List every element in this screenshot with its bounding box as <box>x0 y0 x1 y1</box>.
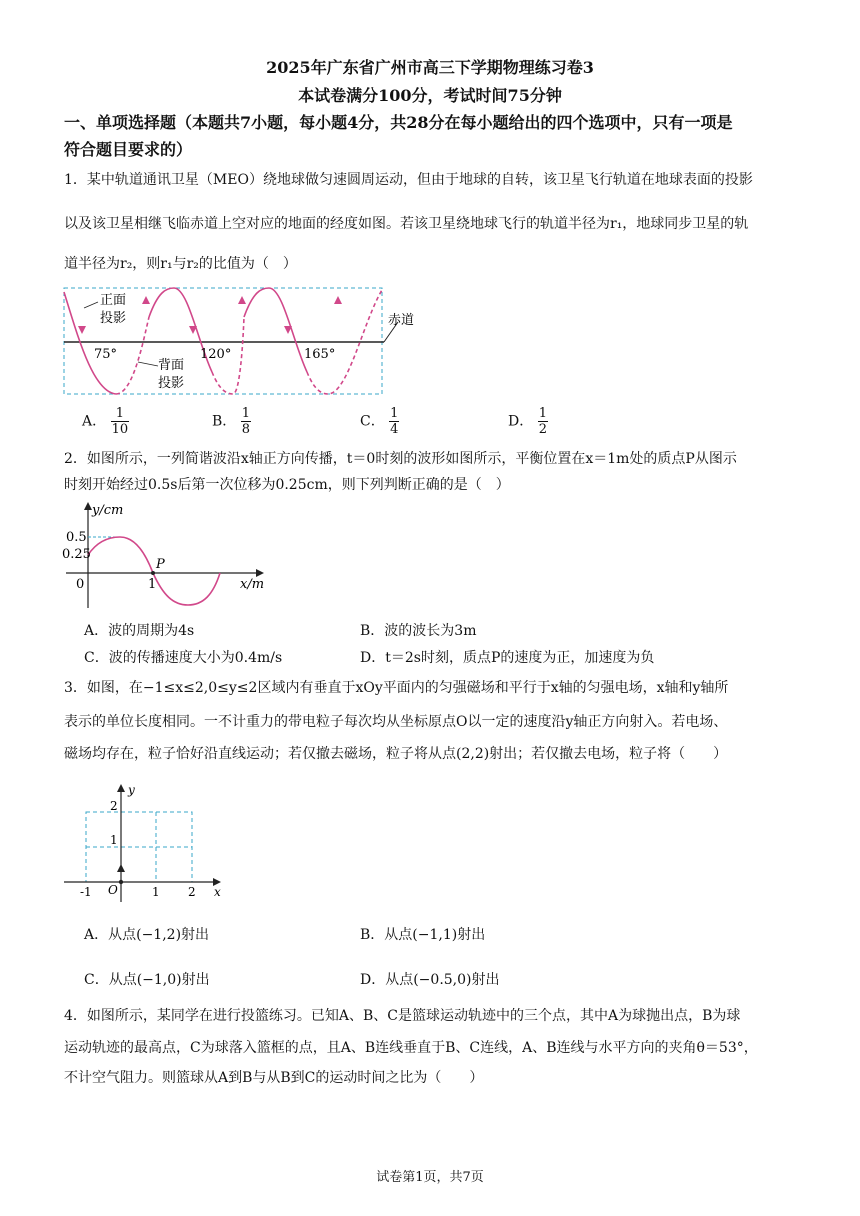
option-letter: A． <box>82 413 107 430</box>
fraction <box>538 406 548 437</box>
option-letter: D． <box>508 413 534 430</box>
q3-stem-line3: 磁场均存在，粒子恰好沿直线运动；若仅撤去磁场，粒子将从点(2,2)射出；若仅撤去电场，粒子将（ ） <box>64 746 728 762</box>
y-axis-label: y/cm <box>92 503 124 518</box>
x-axis-label: x <box>214 885 221 899</box>
q4-stem-line2: 运动轨迹的最高点，C为球落入篮框的点，且A、B连线垂直于B、C连线，A、B连线与水平方向的夹角θ＝53°， <box>64 1040 758 1056</box>
numerator: 1 <box>390 406 399 421</box>
x-axis-label: x/m <box>240 577 265 592</box>
section-heading-line1: 一、单项选择题（本题共7小题，每小题4分，共28分在每小题给出的四个选项中，只有一项是 <box>64 113 733 132</box>
q1-stem-line3: 道半径为r₂，则r₁与r₂的比值为（ ） <box>64 256 297 272</box>
q3-field-region-figure <box>60 780 230 905</box>
q1-stem-line2: 以及该卫星相继飞临赤道上空对应的地面的经度如图。若该卫星绕地球飞行的轨道半径为r₁，地球同步卫星的轨 <box>64 216 749 232</box>
front-projection-curve-3 <box>244 288 307 372</box>
tick-label-x1: 1 <box>152 885 160 899</box>
q1-option-d[interactable] <box>508 406 548 437</box>
q3-option-b[interactable]: B．从点(−1,1)射出 <box>360 927 486 943</box>
longitude-label-165: 165° <box>304 347 336 362</box>
q4-stem-line1: 4．如图所示，某同学在进行投篮练习。已知A、B、C是篮球运动轨迹中的三个点，其中A为球抛出点，B为球 <box>64 1008 741 1024</box>
fraction <box>389 406 399 437</box>
front-projection-label-1: 正面 <box>100 293 127 308</box>
q1-option-a[interactable] <box>82 406 129 437</box>
q3-stem-line1: 3．如图，在−1≤x≤2,0≤y≤2区域内有垂直于xOy平面内的匀强磁场和平行于x轴的匀强电场，x轴和y轴所 <box>64 680 729 696</box>
tick-label-0-25: 0.25 <box>62 547 91 562</box>
q2-stem-line2: 时刻开始经过0.5s后第一次位移为0.25cm，则下列判断正确的是（ ） <box>64 477 510 493</box>
tick-label-1: 1 <box>148 577 157 592</box>
q3-stem-line2: 表示的单位长度相同。一不计重力的带电粒子每次均从坐标原点O以一定的速度沿y轴正方向射入。若电场、 <box>64 714 728 730</box>
y-axis-arrow-icon <box>117 784 125 792</box>
q2-stem-line1: 2．如图所示，一列简谐波沿x轴正方向传播，t＝0时刻的波形如图所示，平衡位置在x＝1m处的质点P从图示 <box>64 451 737 467</box>
section-heading-line2: 符合题目要求的） <box>64 140 193 159</box>
arrow-icon <box>284 326 292 334</box>
front-projection-label-2: 投影 <box>100 311 127 326</box>
point-p-label: P <box>156 557 165 572</box>
denominator: 2 <box>538 422 547 437</box>
denominator: 4 <box>390 422 399 437</box>
point-p-marker <box>151 571 155 575</box>
numerator: 1 <box>241 406 251 421</box>
denominator: 10 <box>111 422 129 437</box>
equator-label: 赤道 <box>388 313 415 328</box>
exam-title: 2025年广东省广州市高三下学期物理练习卷3 <box>266 58 594 77</box>
q3-option-a[interactable]: A．从点(−1,2)射出 <box>84 927 210 943</box>
origin-label: 0 <box>76 577 85 592</box>
option-letter: C． <box>360 413 385 430</box>
y-axis-label: y <box>128 783 135 797</box>
back-label-leader <box>138 362 158 366</box>
tick-label-xm1: -1 <box>80 885 92 899</box>
arrow-icon <box>78 326 86 334</box>
back-projection-label-2: 投影 <box>158 376 185 391</box>
exam-subtitle: 本试卷满分100分，考试时间75分钟 <box>298 86 562 105</box>
tick-label-y2: 2 <box>110 799 118 813</box>
q2-option-c[interactable]: C．波的传播速度大小为0.4m/s <box>84 650 283 666</box>
x-axis-arrow-icon <box>256 569 264 577</box>
q2-option-a[interactable]: A．波的周期为4s <box>84 623 195 639</box>
front-label-leader <box>84 302 98 308</box>
section-heading <box>64 109 804 163</box>
origin-point <box>119 880 123 884</box>
fraction <box>111 406 130 437</box>
velocity-arrow-icon <box>117 864 125 872</box>
q3-option-c[interactable]: C．从点(−1,0)射出 <box>84 972 210 988</box>
q2-option-b[interactable]: B．波的波长为3m <box>360 623 477 639</box>
q3-option-d[interactable]: D．从点(−0.5,0)射出 <box>360 972 500 988</box>
y-axis-arrow-icon <box>84 502 92 510</box>
denominator: 8 <box>241 422 251 437</box>
arrow-icon <box>189 326 197 334</box>
arrow-icon <box>142 296 150 304</box>
fraction <box>241 406 251 437</box>
longitude-label-120: 120° <box>200 347 232 362</box>
arrow-icon <box>334 296 342 304</box>
tick-label-x2: 2 <box>188 885 196 899</box>
q1-option-b[interactable] <box>212 406 251 437</box>
q1-option-c[interactable] <box>360 406 399 437</box>
q2-option-d[interactable]: D．t＝2s时刻，质点P的速度为正，加速度为负 <box>360 650 655 666</box>
origin-label: O <box>108 883 118 897</box>
wave-curve <box>88 537 220 605</box>
back-projection-curve-1 <box>116 317 149 394</box>
q2-wave-figure <box>58 500 278 615</box>
page-footer: 试卷第1页，共7页 <box>376 1170 484 1185</box>
numerator: 1 <box>111 406 130 422</box>
option-letter: B． <box>212 413 237 430</box>
back-projection-label-1: 背面 <box>158 358 185 373</box>
q1-orbit-projection-figure <box>58 282 428 402</box>
numerator: 1 <box>538 406 547 421</box>
arrow-icon <box>238 296 246 304</box>
q4-stem-line3: 不计空气阻力。则篮球从A到B与从B到C的运动时间之比为（ ） <box>64 1070 484 1086</box>
longitude-label-75: 75° <box>94 347 118 362</box>
q1-stem-line1: 1．某中轨道通讯卫星（MEO）绕地球做匀速圆周运动，但由于地球的自转，该卫星飞行轨道在地球表面的投影 <box>64 172 753 188</box>
tick-label-0-5: 0.5 <box>66 530 87 545</box>
tick-label-y1: 1 <box>110 833 118 847</box>
